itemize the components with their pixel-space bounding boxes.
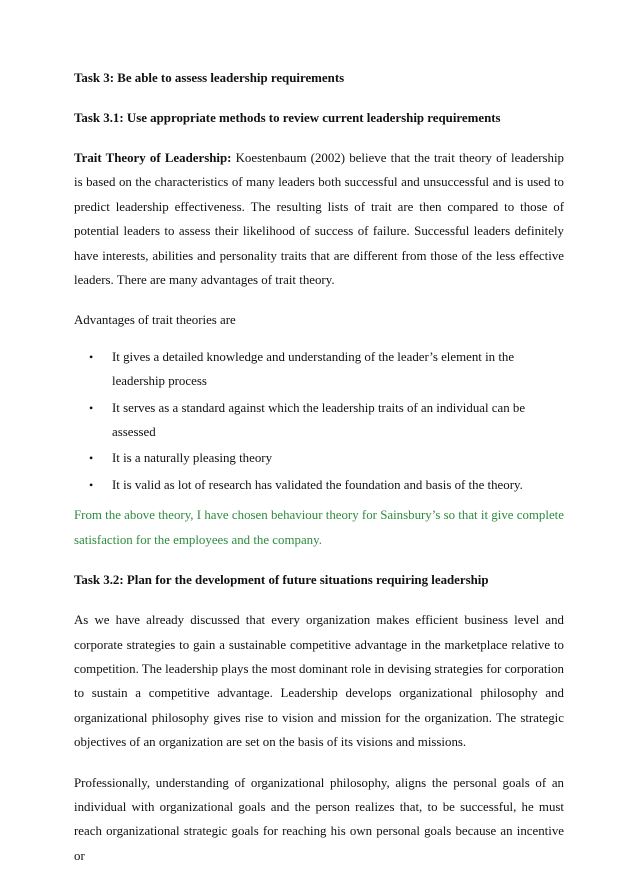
strategy-paragraph: As we have already discussed that every organization makes efficient business level and corporate strategies to gain a sustainable competitive advantage in the marketplace relative to competition. The leadership plays the most dominant role in devising strategies for corporation to sustain a competitive advantage. Leadership develops organizational philosophy and organizational philosophy gives rise to vision and mission for the organization. The strategic objectives of an organization are set on the basis of its visions and missions. bbox=[74, 613, 564, 750]
list-item bbox=[74, 446, 564, 470]
advantages-list bbox=[74, 345, 564, 497]
trait-theory-paragraph bbox=[74, 146, 564, 292]
trait-theory-body: Koestenbaum (2002) believe that the trait theory of leadership is based on the characteristics of many leaders both successful and unsuccessful and is used to predict leadership effectiveness. The resulting lists of trait are then compared to those of potential leaders to assess their likelihood of success of failure. Successful leaders definitely have interests, abilities and personality traits that are different from those of the less effective leaders. There are many advantages of trait theory. bbox=[74, 151, 564, 288]
task3-heading: Task 3: Be able to assess leadership requirements bbox=[74, 71, 345, 85]
philosophy-paragraph: Professionally, understanding of organizational philosophy, aligns the personal goals of an individual with organizational goals and the person realizes that, to be successful, he must reach organizational strategic goals for reaching his own personal goals because an incentive or bbox=[74, 775, 564, 863]
bullet-icon: • bbox=[89, 349, 94, 364]
list-item bbox=[74, 473, 564, 497]
list-item-text: It gives a detailed knowledge and understanding of the leader’s element in the leadership process bbox=[112, 349, 515, 389]
conclusion-paragraph: From the above theory, I have chosen behaviour theory for Sainsbury’s so that it give complete satisfaction for the employees and the company. bbox=[74, 508, 564, 547]
bullet-icon: • bbox=[89, 477, 94, 492]
trait-theory-lead: Trait Theory of Leadership: bbox=[74, 151, 232, 165]
task32-heading: Task 3.2: Plan for the development of future situations requiring leadership bbox=[74, 573, 489, 588]
bullet-icon: • bbox=[89, 400, 94, 415]
advantages-intro: Advantages of trait theories are bbox=[74, 313, 236, 328]
list-item-text: It is valid as lot of research has validated the foundation and basis of the theory. bbox=[112, 477, 523, 492]
bullet-icon: • bbox=[89, 451, 94, 466]
list-item-text: It is a naturally pleasing theory bbox=[112, 451, 273, 466]
document-page bbox=[74, 66, 564, 884]
list-item bbox=[74, 345, 564, 394]
list-item-text: It serves as a standard against which the leadership traits of an individual can be assessed bbox=[112, 400, 526, 440]
task31-heading: Task 3.1: Use appropriate methods to review current leadership requirements bbox=[74, 111, 501, 125]
list-item bbox=[74, 396, 564, 445]
